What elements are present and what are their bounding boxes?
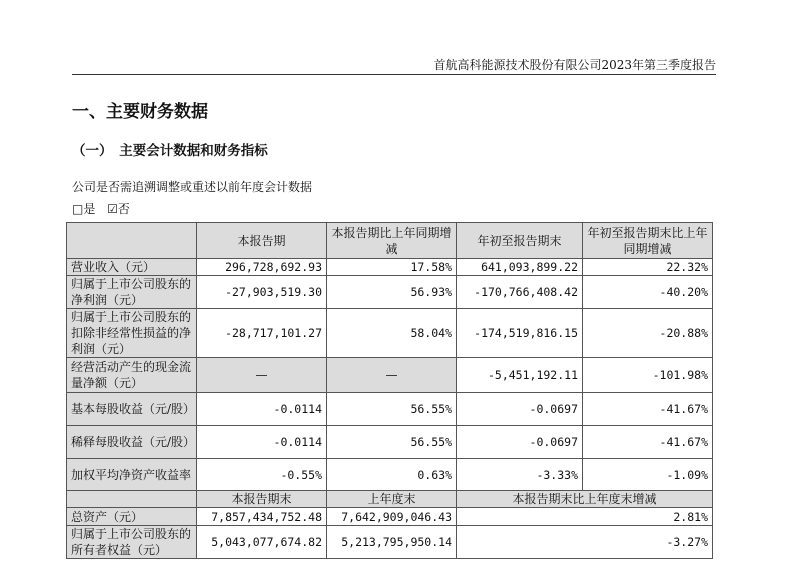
column-header: 本报告期末: [197, 491, 327, 508]
row-label: 总资产（元）: [67, 508, 197, 526]
column-header: 上年度末: [327, 491, 457, 508]
table-row: [67, 358, 713, 393]
table-cell: -28,717,101.27: [197, 309, 327, 358]
table-cell: 296,728,692.93: [197, 259, 327, 276]
table-cell: 7,642,909,046.43: [327, 508, 457, 526]
table-cell: -27,903,519.30: [197, 276, 327, 309]
table-header-row: [67, 491, 713, 508]
table-cell: —: [197, 358, 327, 393]
table-cell: -20.88%: [583, 309, 713, 358]
row-label: 加权平均净资产收益率: [67, 459, 197, 491]
row-label: 归属于上市公司股东的扣除非经常性损益的净利润（元）: [67, 309, 197, 358]
row-label: 基本每股收益（元/股）: [67, 393, 197, 426]
row-label: 归属于上市公司股东的所有者权益（元）: [67, 526, 197, 559]
column-header: 年初至报告期末比上年同期增减: [583, 223, 713, 259]
question-text: 公司是否需追溯调整或重述以前年度会计数据: [72, 180, 313, 194]
table-cell: 56.93%: [327, 276, 457, 309]
table-row: [67, 526, 713, 559]
table-cell: 22.32%: [583, 259, 713, 276]
page-header: 首航高科能源技术股份有限公司2023年第三季度报告: [433, 58, 716, 72]
table-row: [67, 393, 713, 426]
row-label: 稀释每股收益（元/股）: [67, 426, 197, 459]
table-cell: 56.55%: [327, 393, 457, 426]
table-cell: 5,043,077,674.82: [197, 526, 327, 559]
table-cell: -101.98%: [583, 358, 713, 393]
table-cell: -0.0114: [197, 393, 327, 426]
subsection-title: （一） 主要会计数据和财务指标: [72, 143, 268, 159]
column-header: 本报告期比上年同期增减: [327, 223, 457, 259]
row-label: 归属于上市公司股东的净利润（元）: [67, 276, 197, 309]
table-cell: 17.58%: [327, 259, 457, 276]
table-row: [67, 276, 713, 309]
table-cell: -0.55%: [197, 459, 327, 491]
column-header: 年初至报告期末: [457, 223, 583, 259]
financial-data-table: [66, 222, 713, 559]
table-row: [67, 426, 713, 459]
table-cell: -0.0114: [197, 426, 327, 459]
section-title: 一、主要财务数据: [72, 102, 208, 122]
table-cell: -5,451,192.11: [457, 358, 583, 393]
option-no-checkbox[interactable]: ☑否: [107, 202, 130, 216]
table-cell: -0.0697: [457, 393, 583, 426]
table-cell: -170,766,408.42: [457, 276, 583, 309]
column-header: 本报告期: [197, 223, 327, 259]
column-header: [67, 223, 197, 259]
table-cell: -3.33%: [457, 459, 583, 491]
table-row: [67, 459, 713, 491]
table-cell: -40.20%: [583, 276, 713, 309]
table-row: [67, 259, 713, 276]
row-label: 经营活动产生的现金流量净额（元）: [67, 358, 197, 393]
table-cell: -1.09%: [583, 459, 713, 491]
table-cell: -41.67%: [583, 426, 713, 459]
table-cell: -41.67%: [583, 393, 713, 426]
option-yes-checkbox[interactable]: □是: [72, 202, 96, 216]
table-cell: 58.04%: [327, 309, 457, 358]
table-cell: -0.0697: [457, 426, 583, 459]
header-rule: [72, 74, 716, 75]
table-cell: -174,519,816.15: [457, 309, 583, 358]
table-cell: 7,857,434,752.48: [197, 508, 327, 526]
answer-options: [72, 200, 130, 217]
table-cell: 56.55%: [327, 426, 457, 459]
column-header: 本报告期末比上年度末增减: [457, 491, 713, 508]
table-cell: 5,213,795,950.14: [327, 526, 457, 559]
table-cell: 0.63%: [327, 459, 457, 491]
table-row: [67, 309, 713, 358]
table-cell: 641,093,899.22: [457, 259, 583, 276]
table-cell: -3.27%: [457, 526, 713, 559]
table-cell: 2.81%: [457, 508, 713, 526]
column-header: [67, 491, 197, 508]
table-row: [67, 508, 713, 526]
table-header-row: [67, 223, 713, 259]
row-label: 营业收入（元）: [67, 259, 197, 276]
table-cell: —: [327, 358, 457, 393]
